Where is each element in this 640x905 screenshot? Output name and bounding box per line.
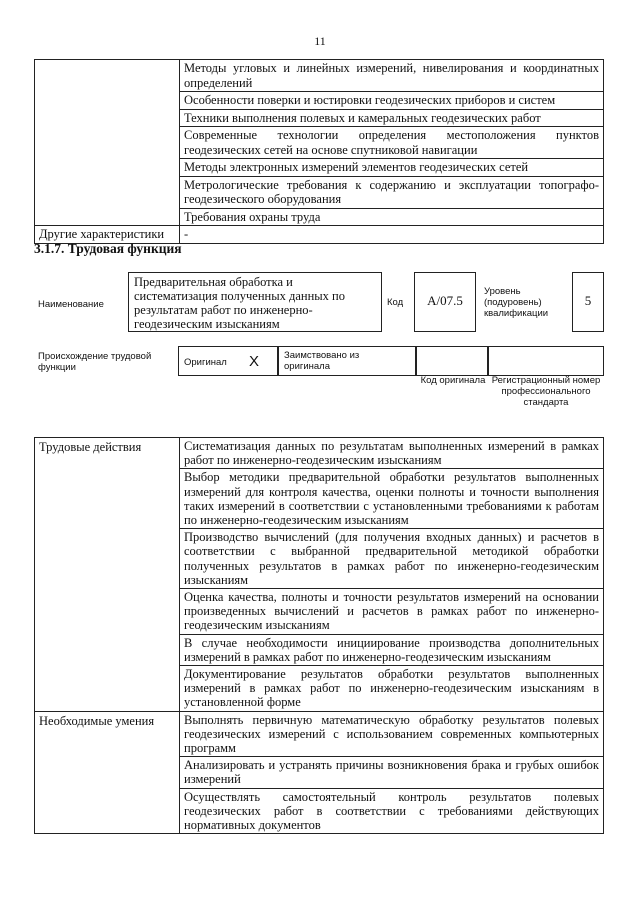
skill-item: Выполнять первичную математическую обработку результатов полевых геодезических измерений с использованием современных компьютерных программ: [180, 711, 604, 757]
table-row: [35, 438, 604, 469]
empty-label-cell: [35, 60, 180, 226]
code-value-box: А/07.5: [414, 272, 476, 332]
labor-action-item: В случае необходимости инициирование производства дополнительных измерений в рамках работ по инженерно-геодезическим изысканиям: [180, 634, 604, 665]
knowledge-item: Методы электронных измерений элементов геодезических сетей: [180, 159, 604, 177]
function-name-box: Предварительная обработка и систематизация полученных данных по результатам работ по инженерно-геодезическим изысканиям: [128, 272, 382, 332]
reg-number-caption: Регистрационный номер профессионального стандарта: [491, 375, 601, 408]
knowledge-item: Техники выполнения полевых и камеральных геодезических работ: [180, 109, 604, 127]
code-original-caption: Код оригинала: [420, 375, 486, 386]
page-number: 11: [314, 34, 326, 48]
origin-label: Происхождение трудовой функции: [38, 351, 152, 373]
original-cell: [178, 346, 278, 376]
labor-action-item: Документирование результатов обработки результатов выполненных измерений в рамках работ по инженерно-геодезическим изысканиям в установленной форме: [180, 666, 604, 712]
qualification-level-label: Уровень (подуровень) квалификации: [484, 286, 549, 319]
knowledge-table-continued: [34, 59, 604, 244]
skills-label: Необходимые умения: [35, 711, 180, 834]
knowledge-item: Современные технологии определения местоположения пунктов геодезических сетей на основе спутниковой навигации: [180, 127, 604, 159]
other-characteristics-value: -: [180, 226, 604, 244]
borrowed-cell: [278, 346, 416, 376]
table-row: [35, 711, 604, 757]
skill-item: Осуществлять самостоятельный контроль результатов полевых геодезических работ в соответствии с требованиями действующих нормативных документов: [180, 788, 604, 834]
qualification-level-box: 5: [572, 272, 604, 332]
labor-action-item: Оценка качества, полноты и точности результатов измерений на основании произведенных вычислений и расчетов в рамках работ по инженерно-геодезическим изысканиям: [180, 589, 604, 635]
name-label: Наименование: [38, 299, 104, 310]
actions-skills-table: [34, 437, 604, 834]
labor-action-item: Систематизация данных по результатам выполненных измерений в рамках работ по инженерно-геодезическим изысканиям: [180, 438, 604, 469]
borrowed-label: Заимствовано из оригинала: [284, 350, 360, 372]
original-label: Оригинал: [184, 357, 227, 368]
labor-action-item: Выбор методики предварительной обработки результатов выполненных измерений для контроля качества, оценки полноты и точности выполнения таких измерений в соответствии с установленными требованиями к работам по инженерно-геодезическим изысканиям: [180, 469, 604, 529]
knowledge-item: Методы угловых и линейных измерений, нивелирования и координатных определений: [180, 60, 604, 92]
skill-item: Анализировать и устранять причины возникновения брака и грубых ошибок измерений: [180, 757, 604, 788]
code-original-cell: [416, 346, 488, 376]
table-row: [35, 60, 604, 92]
original-mark: X: [249, 353, 260, 370]
labor-actions-label: Трудовые действия: [35, 438, 180, 712]
other-characteristics-label: Другие характеристики: [35, 226, 180, 244]
knowledge-item: Метрологические требования к содержанию и эксплуатации топографо-геодезического оборудования: [180, 176, 604, 208]
section-title: 3.1.7. Трудовая функция: [34, 241, 182, 256]
knowledge-item: Требования охраны труда: [180, 208, 604, 226]
labor-action-item: Производство вычислений (для получения входных данных) и расчетов в соответствии с выбранной предварительной методикой обработки полученных результатов в рамках работ по инженерно-геодезическим изысканиям: [180, 529, 604, 589]
reg-number-cell: [488, 346, 604, 376]
knowledge-item: Особенности поверки и юстировки геодезических приборов и систем: [180, 92, 604, 110]
code-label: Код: [387, 297, 404, 308]
